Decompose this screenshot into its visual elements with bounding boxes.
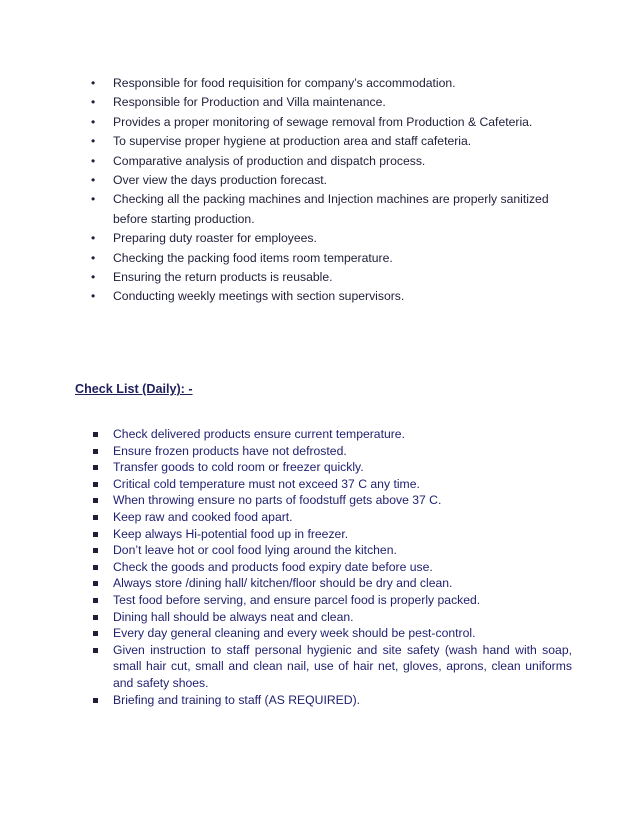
- checklist-item-text: Keep raw and cooked food apart.: [113, 509, 293, 524]
- list-item: [91, 249, 571, 268]
- list-item-text: Comparative analysis of production and dispatch process.: [113, 153, 426, 168]
- bullet-icon: •: [91, 76, 96, 90]
- checklist-item-text: Don’t leave hot or cool food lying around the kitchen.: [113, 543, 397, 558]
- square-bullet-icon: [93, 449, 98, 454]
- list-item: [91, 93, 571, 112]
- checklist-item: [92, 476, 572, 493]
- square-bullet-icon: [93, 565, 98, 570]
- list-item: [91, 113, 571, 132]
- bullet-icon: •: [91, 134, 96, 149]
- list-item: [91, 268, 571, 287]
- square-bullet-icon: [93, 432, 98, 437]
- bullet-icon: •: [91, 270, 96, 285]
- checklist-item-text: When throwing ensure no parts of foodstuff gets above 37 C.: [113, 493, 442, 508]
- bullet-icon: •: [91, 231, 96, 246]
- list-item-text: Checking all the packing machines and Injection machines are properly sanitized before starting production.: [113, 192, 549, 226]
- checklist-item-text: Keep always Hi-potential food up in freezer.: [113, 526, 349, 541]
- list-item-text: Responsible for Production and Villa maintenance.: [113, 95, 386, 110]
- square-bullet-icon: [93, 631, 98, 636]
- list-item: [91, 190, 571, 229]
- square-bullet-icon: [93, 615, 98, 620]
- bullet-icon: •: [91, 153, 96, 168]
- list-item-text: Over view the days production forecast.: [113, 173, 328, 188]
- square-bullet-icon: [93, 548, 98, 553]
- checklist-item: [92, 443, 572, 460]
- list-item-text: Responsible for food requisition for company’s accommodation.: [113, 76, 456, 90]
- checklist-item-text: Every day general cleaning and every week should be pest-control.: [113, 626, 476, 641]
- bullet-icon: •: [91, 250, 96, 265]
- checklist-item-text: Critical cold temperature must not exceed 37 C any time.: [113, 476, 420, 491]
- checklist-item-text: Transfer goods to cold room or freezer quickly.: [113, 460, 364, 475]
- square-bullet-icon: [93, 648, 98, 653]
- checklist-item: [92, 426, 572, 443]
- checklist-item: [92, 642, 572, 692]
- square-bullet-icon: [93, 498, 98, 503]
- list-item: [91, 74, 571, 93]
- checklist-item: [92, 459, 572, 476]
- responsibilities-list: [91, 74, 571, 307]
- checklist-item: [92, 625, 572, 642]
- bullet-icon: •: [91, 114, 96, 129]
- checklist-list: [92, 426, 572, 708]
- bullet-icon: •: [91, 173, 96, 188]
- square-bullet-icon: [93, 515, 98, 520]
- checklist-item: [92, 559, 572, 576]
- checklist-item: [92, 609, 572, 626]
- list-item: [91, 152, 571, 171]
- list-item-text: Preparing duty roaster for employees.: [113, 231, 317, 246]
- list-item-text: Ensuring the return products is reusable.: [113, 270, 333, 285]
- checklist-item-text: Given instruction to staff personal hygienic and site safety (wash hand with soap, small hair cut, small and clean nail, use of hair net, gloves, aprons, clean uniforms and safety shoes.: [113, 642, 572, 690]
- checklist-item-text: Check delivered products ensure current temperature.: [113, 427, 405, 441]
- checklist-item-text: Check the goods and products food expiry date before use.: [113, 559, 433, 574]
- bullet-icon: •: [91, 289, 96, 304]
- checklist-heading: Check List (Daily): -: [75, 382, 193, 396]
- checklist-item: [92, 542, 572, 559]
- list-item-text: To supervise proper hygiene at production area and staff cafeteria.: [113, 134, 472, 149]
- checklist-item: [92, 592, 572, 609]
- list-item-text: Conducting weekly meetings with section supervisors.: [113, 289, 405, 304]
- list-item: [91, 287, 571, 306]
- checklist-item-text: Briefing and training to staff (AS REQUIRED).: [113, 692, 361, 707]
- checklist-item: [92, 509, 572, 526]
- checklist-item: [92, 575, 572, 592]
- square-bullet-icon: [93, 465, 98, 470]
- square-bullet-icon: [93, 598, 98, 603]
- square-bullet-icon: [93, 482, 98, 487]
- bullet-icon: •: [91, 95, 96, 110]
- checklist-item: [92, 692, 572, 709]
- checklist-item: [92, 492, 572, 509]
- square-bullet-icon: [93, 581, 98, 586]
- list-item-text: Checking the packing food items room temperature.: [113, 250, 393, 265]
- checklist-item-text: Dining hall should be always neat and clean.: [113, 609, 354, 624]
- list-item: [91, 229, 571, 248]
- checklist-item-text: Test food before serving, and ensure parcel food is properly packed.: [113, 592, 481, 607]
- square-bullet-icon: [93, 698, 98, 703]
- bullet-icon: •: [91, 192, 96, 207]
- list-item-text: Provides a proper monitoring of sewage removal from Production & Cafeteria.: [113, 114, 533, 129]
- checklist-item-text: Ensure frozen products have not defrosted.: [113, 443, 347, 458]
- list-item: [91, 171, 571, 190]
- checklist-item: [92, 526, 572, 543]
- checklist-item-text: Always store /dining hall/ kitchen/floor should be dry and clean.: [113, 576, 453, 591]
- square-bullet-icon: [93, 532, 98, 537]
- list-item: [91, 132, 571, 151]
